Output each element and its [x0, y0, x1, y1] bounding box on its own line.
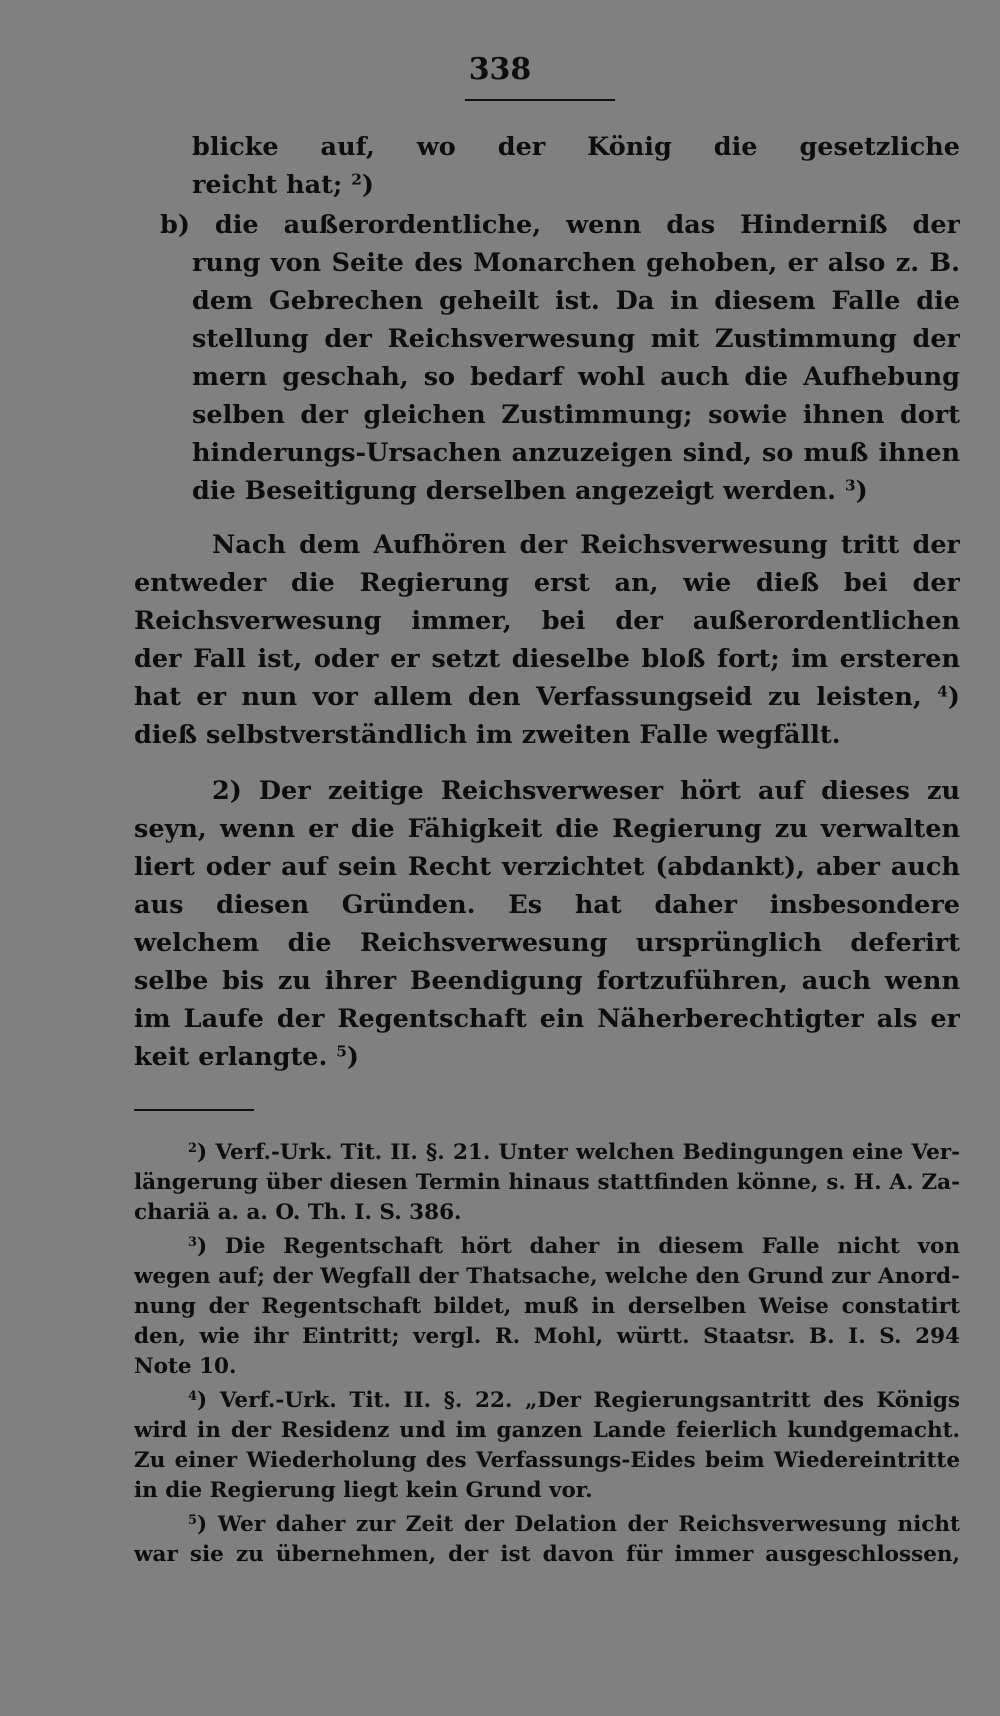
footnote-text: chariä a. a. O. Th. I. S. 386. [134, 1200, 462, 1225]
footnote-line [188, 1140, 960, 1166]
body-line-text: blicke auf, wo der König die gesetzliche [192, 132, 960, 162]
body-line-text: selbe bis zu ihrer Beendigung fortzuführen, auch wenn [134, 966, 960, 996]
body-line [134, 568, 960, 598]
body-line-text: dem Gebrechen geheilt ist. Da in diesem Falle die [192, 286, 960, 316]
body-line-text: Reichsverwesung immer, bei der außerordentlichen [134, 606, 960, 636]
footnote-text: längerung über diesen Termin hinaus stattfinden könne, s. H. A. Za- [134, 1170, 960, 1195]
body-line-text: seyn, wenn er die Fähigkeit die Regierung zu verwalten [134, 814, 960, 844]
body-line-text: hinderungs-Ursachen anzuzeigen sind, so muß ihnen [192, 438, 960, 468]
footnote-line [188, 1388, 960, 1414]
body-line [192, 476, 960, 506]
footnote-marker: 5 [336, 1042, 347, 1061]
footnote-marker: 4 [937, 682, 948, 701]
body-line-text: reicht hat; [192, 170, 352, 200]
body-line [212, 776, 960, 806]
body-line [134, 890, 960, 920]
body-line [192, 362, 960, 392]
footnote-text: in die Regierung liegt kein Grund vor. [134, 1478, 593, 1503]
footnote-separator [134, 1109, 254, 1111]
footnote-line [134, 1264, 960, 1290]
footnote-line [134, 1354, 960, 1380]
body-line [134, 720, 960, 750]
body-line-text: Nach dem Aufhören der Reichsverwesung tritt der [212, 530, 960, 560]
footnote-text: wird in der Residenz und im ganzen Lande feierlich kundgemacht. [134, 1418, 960, 1443]
footnote-text: ) Verf.-Urk. Tit. II. §. 22. „Der Regierungsantritt des Königs [196, 1388, 960, 1413]
page-number: 338 [468, 52, 532, 87]
header-rule [465, 99, 615, 101]
body-line [134, 814, 960, 844]
body-line [192, 438, 960, 468]
footnote-text: ) Verf.-Urk. Tit. II. §. 21. Unter welchen Bedingungen eine Ver- [196, 1140, 960, 1165]
body-line [192, 132, 960, 162]
body-line-text: keit erlangte. [134, 1042, 337, 1072]
body-line-text: welchem die Reichsverwesung ursprünglich deferirt [134, 928, 960, 958]
body-line [134, 1004, 960, 1034]
body-line [134, 928, 960, 958]
body-line [134, 1042, 960, 1072]
footnote-text: war sie zu übernehmen, der ist davon für immer ausgeschlossen, [134, 1542, 960, 1567]
footnote-text: ) Wer daher zur Zeit der Delation der Reichsverwesung nicht [196, 1512, 960, 1537]
body-line-text: die Beseitigung derselben angezeigt werden. [192, 476, 845, 506]
body-line [192, 324, 960, 354]
body-line-text: entweder die Regierung erst an, wie dieß bei der [134, 568, 960, 598]
footnote-text: Zu einer Wiederholung des Verfassungs-Eides beim Wiedereintritte [134, 1448, 960, 1473]
body-line-text: 2) Der zeitige Reichsverweser hört auf dieses zu [212, 776, 960, 806]
footnote-line [134, 1170, 960, 1196]
footnote-line [188, 1234, 960, 1260]
footnote-marker: 3 [844, 476, 856, 495]
body-line-text: rung von Seite des Monarchen gehoben, er also z. B. [192, 248, 960, 278]
body-line-tail: ) [947, 682, 960, 712]
footnote-text: wegen auf; der Wegfall der Thatsache, welche den Grund zur Anord- [134, 1264, 960, 1289]
footnote-text: nung der Regentschaft bildet, muß in derselben Weise constatirt [134, 1294, 960, 1319]
body-line-text: stellung der Reichsverwesung mit Zustimmung der [192, 324, 960, 354]
footnote-number: 3 [188, 1234, 197, 1250]
footnote-text: ) Die Regentschaft hört daher in diesem Falle nicht von [196, 1234, 960, 1259]
body-line [134, 852, 960, 882]
body-line-text: aus diesen Gründen. Es hat daher insbesondere [134, 890, 960, 920]
body-line-text: dieß selbstverständlich im zweiten Falle wegfällt. [134, 720, 841, 750]
footnote-line [134, 1418, 960, 1444]
body-line [192, 400, 960, 430]
footnote-line [134, 1324, 960, 1350]
body-line [134, 644, 960, 674]
body-line-tail: ) [346, 1042, 359, 1072]
body-line [192, 170, 960, 200]
footnote-marker: 2 [351, 170, 362, 189]
body-line [134, 682, 960, 712]
body-line-text: mern geschah, so bedarf wohl auch die Aufhebung [192, 362, 960, 392]
body-line-text: b) die außerordentliche, wenn das Hinderniß der [160, 210, 960, 240]
body-line [160, 210, 960, 240]
body-line-tail: ) [855, 476, 868, 506]
footnote-line [134, 1542, 960, 1568]
footnote-line [134, 1200, 960, 1226]
body-line-tail: ) [361, 170, 374, 200]
body-line [134, 606, 960, 636]
footnote-text: Note 10. [134, 1354, 237, 1379]
footnote-number: 5 [188, 1512, 197, 1528]
body-line-text: selben der gleichen Zustimmung; sowie ihnen dort [192, 400, 960, 430]
footnote-line [134, 1294, 960, 1320]
body-line-text: der Fall ist, oder er setzt dieselbe bloß fort; im ersteren [134, 644, 960, 674]
footnote-number: 2 [188, 1140, 197, 1156]
body-line-text: hat er nun vor allem den Verfassungseid zu leisten, [134, 682, 938, 712]
body-line [192, 248, 960, 278]
body-line [134, 966, 960, 996]
footnote-line [188, 1512, 960, 1538]
body-line [192, 286, 960, 316]
footnote-line [134, 1448, 960, 1474]
body-line-text: liert oder auf sein Recht verzichtet (abdankt), aber auch [134, 852, 960, 882]
footnote-number: 4 [188, 1388, 197, 1404]
footnote-line [134, 1478, 960, 1504]
footnote-text: den, wie ihr Eintritt; vergl. R. Mohl, württ. Staatsr. B. I. S. 294 [134, 1324, 960, 1349]
body-line [212, 530, 960, 560]
body-line-text: im Laufe der Regentschaft ein Näherberechtigter als er [134, 1004, 960, 1034]
